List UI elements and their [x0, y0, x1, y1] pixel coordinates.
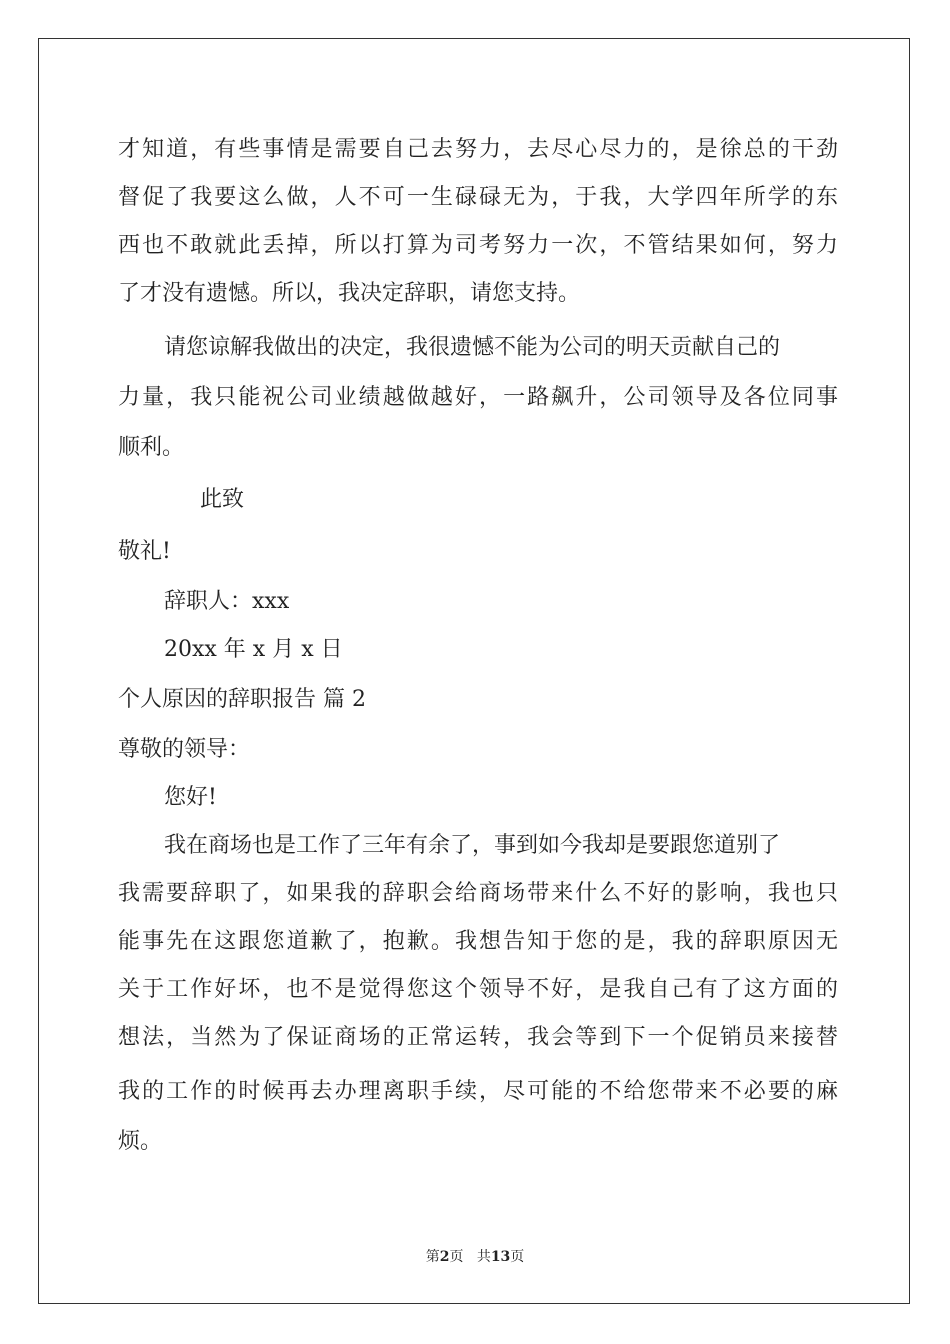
page-prefix: 第: [425, 1249, 440, 1265]
text-line: 能事先在这跟您道歉了，抱歉。我想告知于您的是，我的辞职原因无: [118, 929, 838, 954]
greeting-text: 您好!: [164, 785, 217, 810]
date-text: 20xx 年 x 月 x 日: [164, 637, 343, 662]
text-line: 关于工作好坏，也不是觉得您这个领导不好，是我自己有了这方面的: [118, 977, 838, 1002]
text-line: 我在商场也是工作了三年有余了，事到如今我却是要跟您道别了: [164, 833, 781, 858]
page-footer: [0, 1246, 950, 1266]
salute-text: 敬礼!: [118, 539, 171, 564]
text-line: 才知道，有些事情是需要自己去努力，去尽心尽力的，是徐总的干劲: [118, 137, 838, 162]
text-line: 想法，当然为了保证商场的正常运转，我会等到下一个促销员来接替: [118, 1025, 838, 1050]
text-line: 西也不敢就此丢掉，所以打算为司考努力一次，不管结果如何，努力: [118, 233, 838, 258]
text-line: 烦。: [118, 1129, 163, 1154]
total-pages: 13: [490, 1249, 511, 1265]
text-line: 督促了我要这么做，人不可一生碌碌无为，于我，大学四年所学的东: [118, 185, 838, 210]
text-line: 我的工作的时候再去办理离职手续，尽可能的不给您带来不必要的麻: [118, 1079, 838, 1104]
text-line: 请您谅解我做出的决定，我很遗憾不能为公司的明天贡献自己的: [164, 335, 781, 360]
addressee-text: 尊敬的领导：: [118, 737, 251, 762]
closing-text: 此致: [200, 487, 245, 512]
text-line: 顺利。: [118, 435, 185, 460]
total-prefix: 共: [476, 1249, 491, 1265]
signer-text: 辞职人：xxx: [164, 589, 290, 614]
text-line: 我需要辞职了，如果我的辞职会给商场带来什么不好的影响，我也只: [118, 881, 838, 906]
page-suffix: 页: [449, 1249, 464, 1265]
page-number: 2: [439, 1249, 450, 1265]
section-title: 个人原因的辞职报告 篇 2: [118, 687, 366, 712]
text-line: 力量，我只能祝公司业绩越做越好，一路飙升，公司领导及各位同事: [118, 385, 838, 410]
text-line: 了才没有遗憾。所以，我决定辞职，请您支持。: [118, 281, 581, 306]
total-suffix: 页: [510, 1249, 525, 1265]
